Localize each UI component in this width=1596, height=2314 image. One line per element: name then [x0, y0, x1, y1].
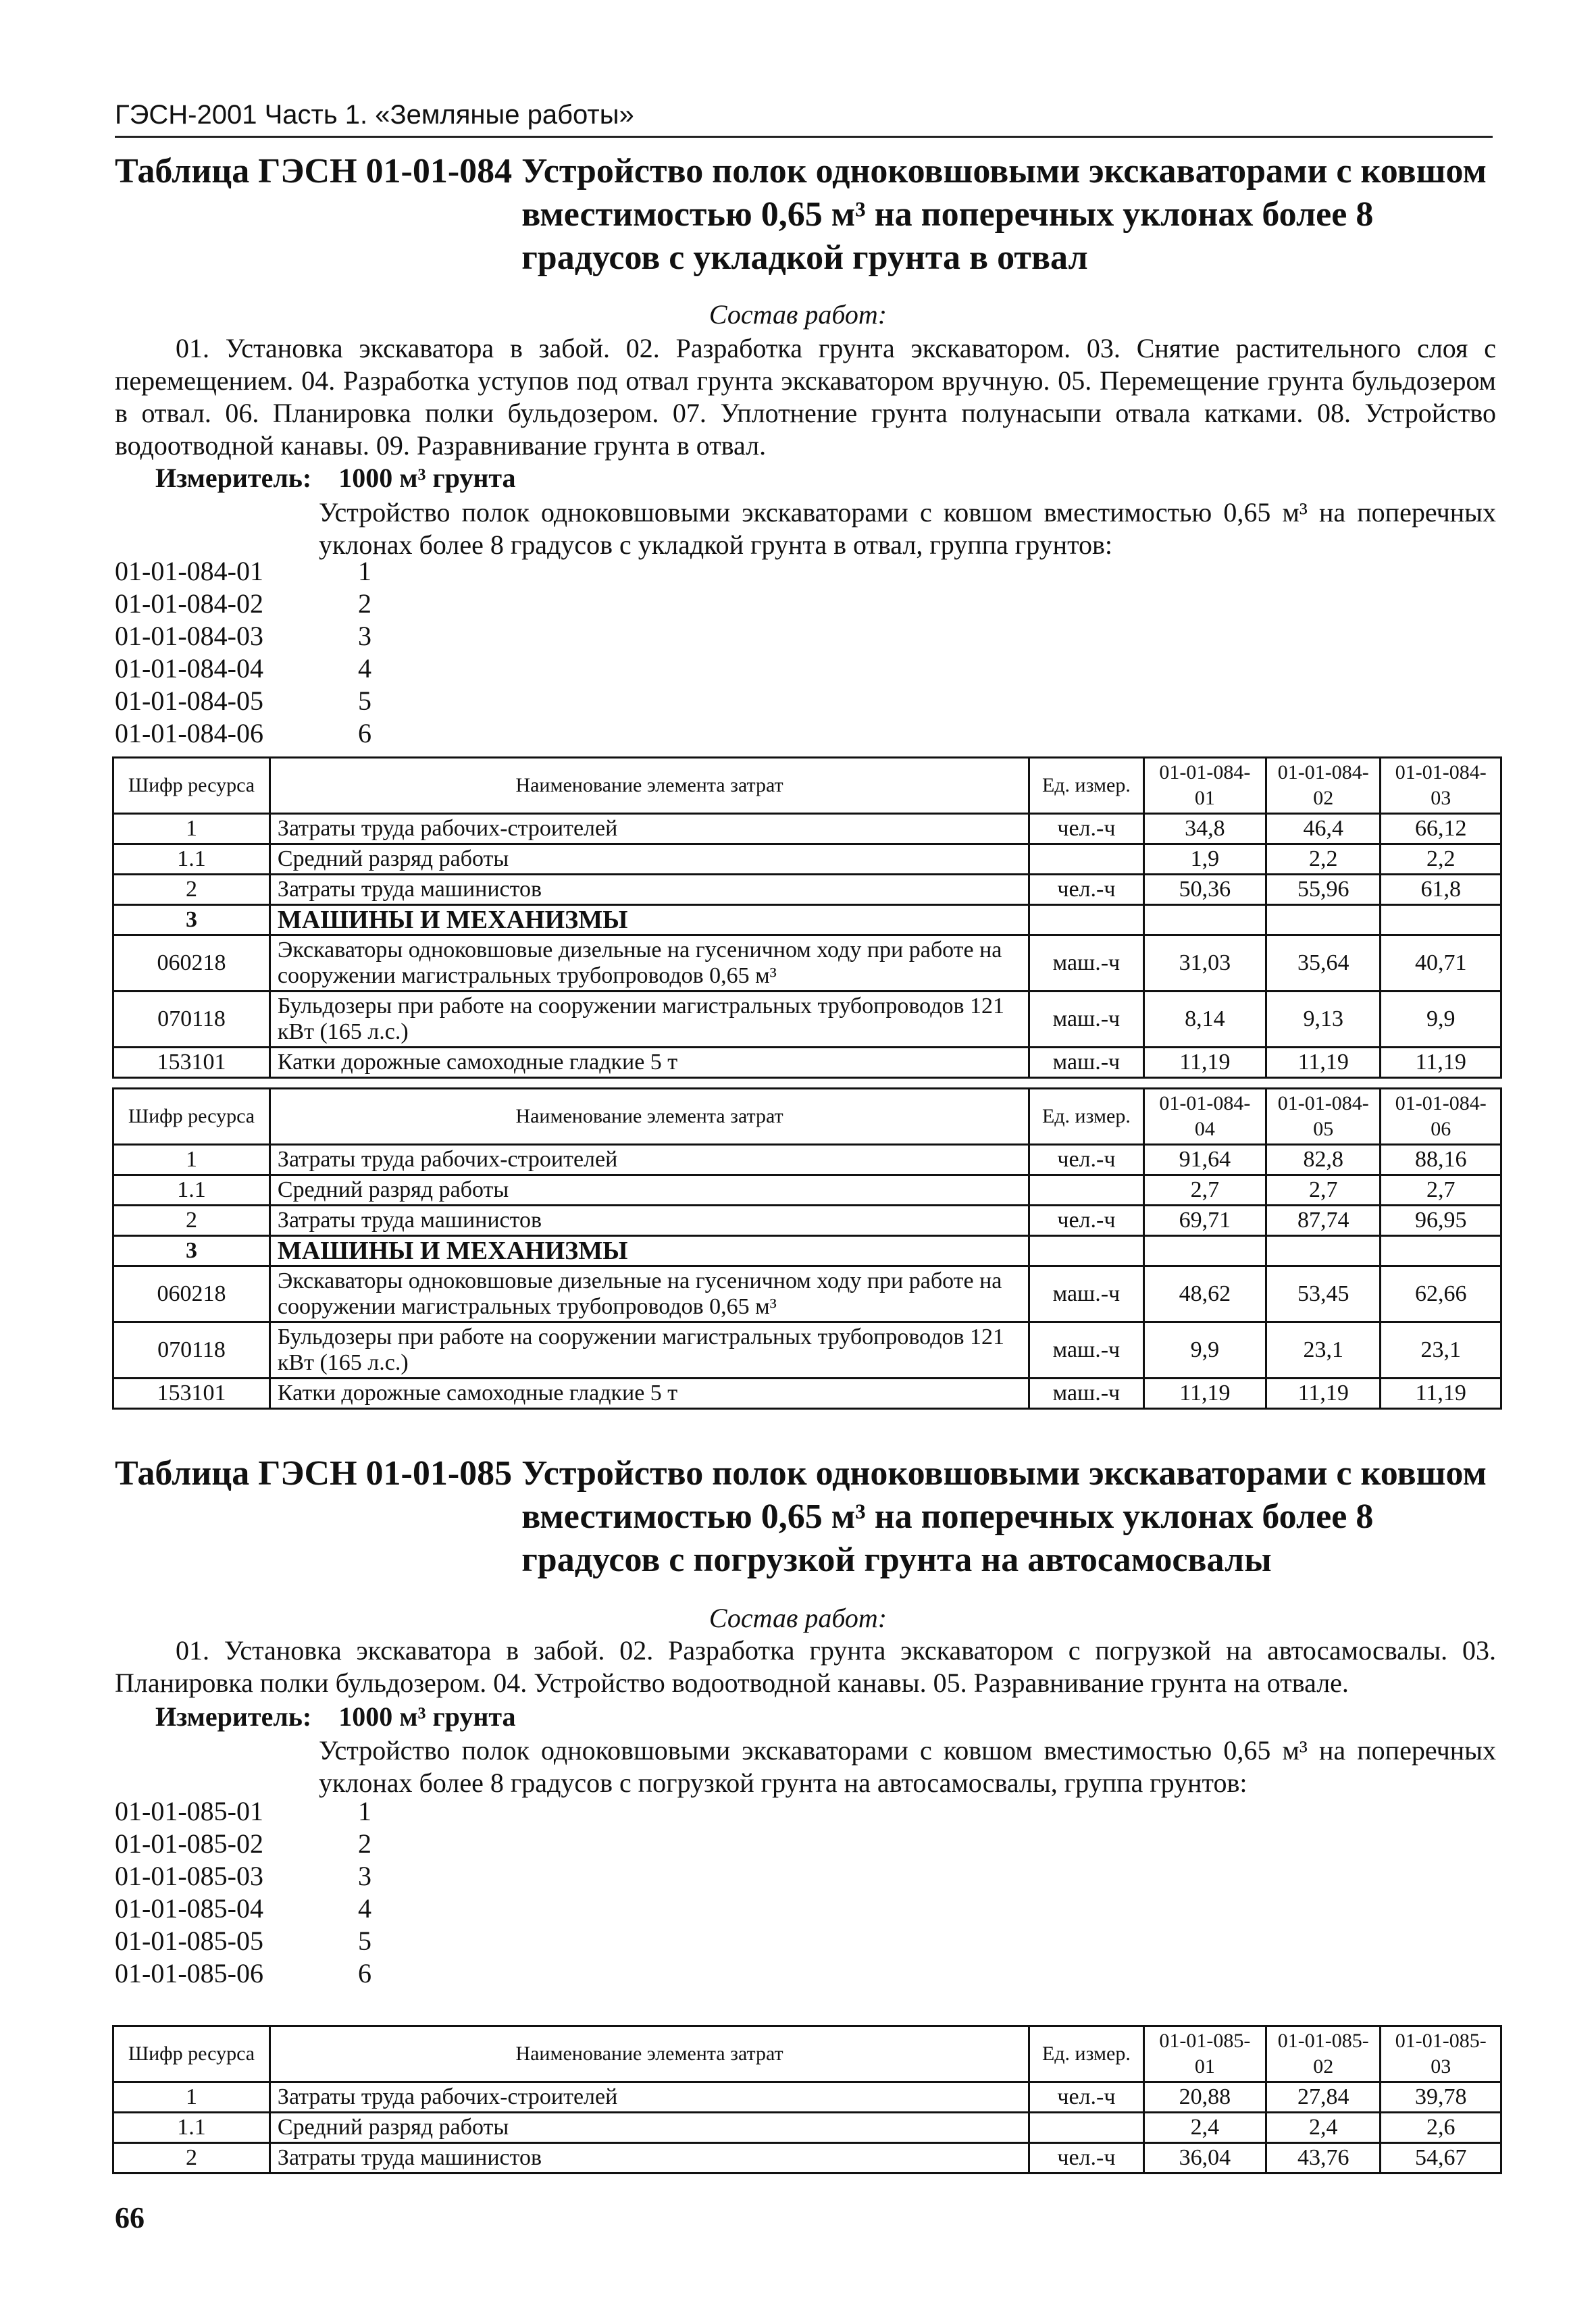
meter-label: Измеритель:: [155, 463, 312, 493]
code-item: 01-01-084-04 4: [115, 653, 371, 684]
code-item: 01-01-084-02 2: [115, 588, 371, 619]
code-item: 01-01-085-04 4: [115, 1893, 371, 1924]
code-item: 01-01-085-06 6: [115, 1958, 371, 1988]
page-number: 66: [115, 2201, 145, 2234]
table-row: 153101 Катки дорожные самоходные гладкие 5 т маш.-ч 11,19 11,19 11,19: [113, 1048, 1501, 1078]
table-row: 1 Затраты труда рабочих-строителей чел.-ч 34,8 46,4 66,12: [113, 814, 1501, 844]
col-header-code: Шифр ресурса: [113, 2026, 270, 2082]
table-row: 2 Затраты труда машинистов чел.-ч 69,71 87,74 96,95: [113, 1206, 1501, 1236]
sostav-label: Состав работ:: [709, 299, 887, 330]
table-row: 153101 Катки дорожные самоходные гладкие 5 т маш.-ч 11,19 11,19 11,19: [113, 1379, 1501, 1409]
code-item: 01-01-085-05 5: [115, 1926, 371, 1956]
table-row: 070118 Бульдозеры при работе на сооружении магистральных трубопроводов 121 кВт (165 л.с.) маш.-ч 9,9 23,1 23,1: [113, 1322, 1501, 1379]
table-row: 2 Затраты труда машинистов чел.-ч 50,36 55,96 61,8: [113, 875, 1501, 905]
table-row: 060218 Экскаваторы одноковшовые дизельные на гусеничном ходу при работе на сооружении магистральных трубопроводов 0,65 м³ маш.-ч 48,62 53,45 62,66: [113, 1266, 1501, 1322]
table-row: 1.1 Средний разряд работы 1,9 2,2 2,2: [113, 844, 1501, 875]
col-header-norm: 01-01-084-02: [1266, 758, 1381, 814]
meter-unit: 1000 м³ грунта: [338, 463, 516, 493]
col-header-norm: 01-01-084-01: [1143, 758, 1266, 814]
col-header-unit: Ед. измер.: [1029, 1089, 1143, 1145]
col-header-code: Шифр ресурса: [113, 758, 270, 814]
col-header-norm: 01-01-084-05: [1266, 1089, 1381, 1145]
cost-table-084-b: [112, 1087, 1502, 1410]
table-label: Таблица ГЭСН 01-01-084: [115, 152, 513, 190]
table-section-row: 3 МАШИНЫ И МЕХАНИЗМЫ: [113, 905, 1501, 935]
cost-table-085-a: [112, 2025, 1502, 2174]
code-item: 01-01-084-03 3: [115, 621, 371, 651]
col-header-unit: Ед. измер.: [1029, 758, 1143, 814]
table-heading: Устройство полок одноковшовыми экскаваторами с ковшом вместимостью 0,65 м³ на поперечных уклонах более 8 градусов с погрузкой грунта на автосамосвалы: [521, 1454, 1487, 1579]
running-header: ГЭСН-2001 Часть 1. «Земляные работы»: [115, 100, 1493, 138]
cost-table-084-a: [112, 756, 1502, 1079]
intro-text: Устройство полок одноковшовыми экскаваторами с ковшом вместимостью 0,65 м³ на поперечных уклонах более 8 градусов с погрузкой грунта на автосамосвалы, группа грунтов:: [319, 1735, 1496, 1798]
code-item: 01-01-085-01 1: [115, 1796, 371, 1826]
table-row: 070118 Бульдозеры при работе на сооружении магистральных трубопроводов 121 кВт (165 л.с.) маш.-ч 8,14 9,13 9,9: [113, 992, 1501, 1048]
table-row: 060218 Экскаваторы одноковшовые дизельные на гусеничном ходу при работе на сооружении магистральных трубопроводов 0,65 м³ маш.-ч 31,03 35,64 40,71: [113, 935, 1501, 992]
col-header-name: Наименование элемента затрат: [269, 758, 1029, 814]
col-header-norm: 01-01-084-04: [1143, 1089, 1266, 1145]
sostav-label: Состав работ:: [709, 1603, 887, 1633]
table-title-085: [115, 1452, 1506, 1582]
table-row: 2 Затраты труда машинистов чел.-ч 36,04 43,76 54,67: [113, 2143, 1501, 2174]
code-item: 01-01-085-03 3: [115, 1861, 371, 1891]
table-title-084: [115, 150, 1506, 280]
col-header-norm: 01-01-085-02: [1266, 2026, 1381, 2082]
col-header-norm: 01-01-085-01: [1143, 2026, 1266, 2082]
code-item: 01-01-084-01 1: [115, 556, 371, 586]
col-header-name: Наименование элемента затрат: [269, 1089, 1029, 1145]
code-list: [115, 555, 371, 750]
code-item: 01-01-084-05 5: [115, 686, 371, 716]
table-row: 1.1 Средний разряд работы 2,4 2,4 2,6: [113, 2113, 1501, 2143]
meter-unit: 1000 м³ грунта: [338, 1701, 516, 1732]
col-header-norm: 01-01-084-06: [1381, 1089, 1501, 1145]
table-heading: Устройство полок одноковшовыми экскаваторами с ковшом вместимостью 0,65 м³ на поперечных уклонах более 8 градусов с укладкой грунта в отвал: [521, 152, 1487, 277]
meter: [155, 462, 516, 494]
table-row: 1.1 Средний разряд работы 2,7 2,7 2,7: [113, 1175, 1501, 1206]
table-label: Таблица ГЭСН 01-01-085: [115, 1454, 513, 1493]
sostav-text: 01. Установка экскаватора в забой. 02. Разработка грунта экскаватором с погрузкой на автосамосвалы. 03. Планировка полки бульдозером. 04. Устройство водоотводной канавы. 05. Разравнивание грунта на отвале.: [115, 1635, 1496, 1698]
intro-text: Устройство полок одноковшовыми экскаваторами с ковшом вместимостью 0,65 м³ на поперечных уклонах более 8 градусов с укладкой грунта в отвал, группа грунтов:: [319, 497, 1496, 560]
col-header-norm: 01-01-085-03: [1381, 2026, 1501, 2082]
sostav-text: 01. Установка экскаватора в забой. 02. Разработка грунта экскаватором. 03. Снятие растительного слоя с перемещением. 04. Разработка уступов под отвал грунта экскаватором вручную. 05. Перемещение грунта бульдозером в отвал. 06. Планировка полки бульдозером. 07. Уплотнение грунта полунасыпи отвала катками. 08. Устройство водоотводной канавы. 09. Разравнивание грунта в отвал.: [115, 333, 1496, 461]
table-row: 1 Затраты труда рабочих-строителей чел.-ч 20,88 27,84 39,78: [113, 2082, 1501, 2113]
col-header-name: Наименование элемента затрат: [269, 2026, 1029, 2082]
code-item: 01-01-084-06 6: [115, 718, 371, 748]
table-row: 1 Затраты труда рабочих-строителей чел.-ч 91,64 82,8 88,16: [113, 1145, 1501, 1175]
meter-label: Измеритель:: [155, 1701, 312, 1732]
meter: [155, 1701, 516, 1732]
col-header-unit: Ед. измер.: [1029, 2026, 1143, 2082]
col-header-code: Шифр ресурса: [113, 1089, 270, 1145]
col-header-norm: 01-01-084-03: [1381, 758, 1501, 814]
table-section-row: 3 МАШИНЫ И МЕХАНИЗМЫ: [113, 1236, 1501, 1266]
code-list: [115, 1795, 371, 1990]
code-item: 01-01-085-02 2: [115, 1828, 371, 1859]
